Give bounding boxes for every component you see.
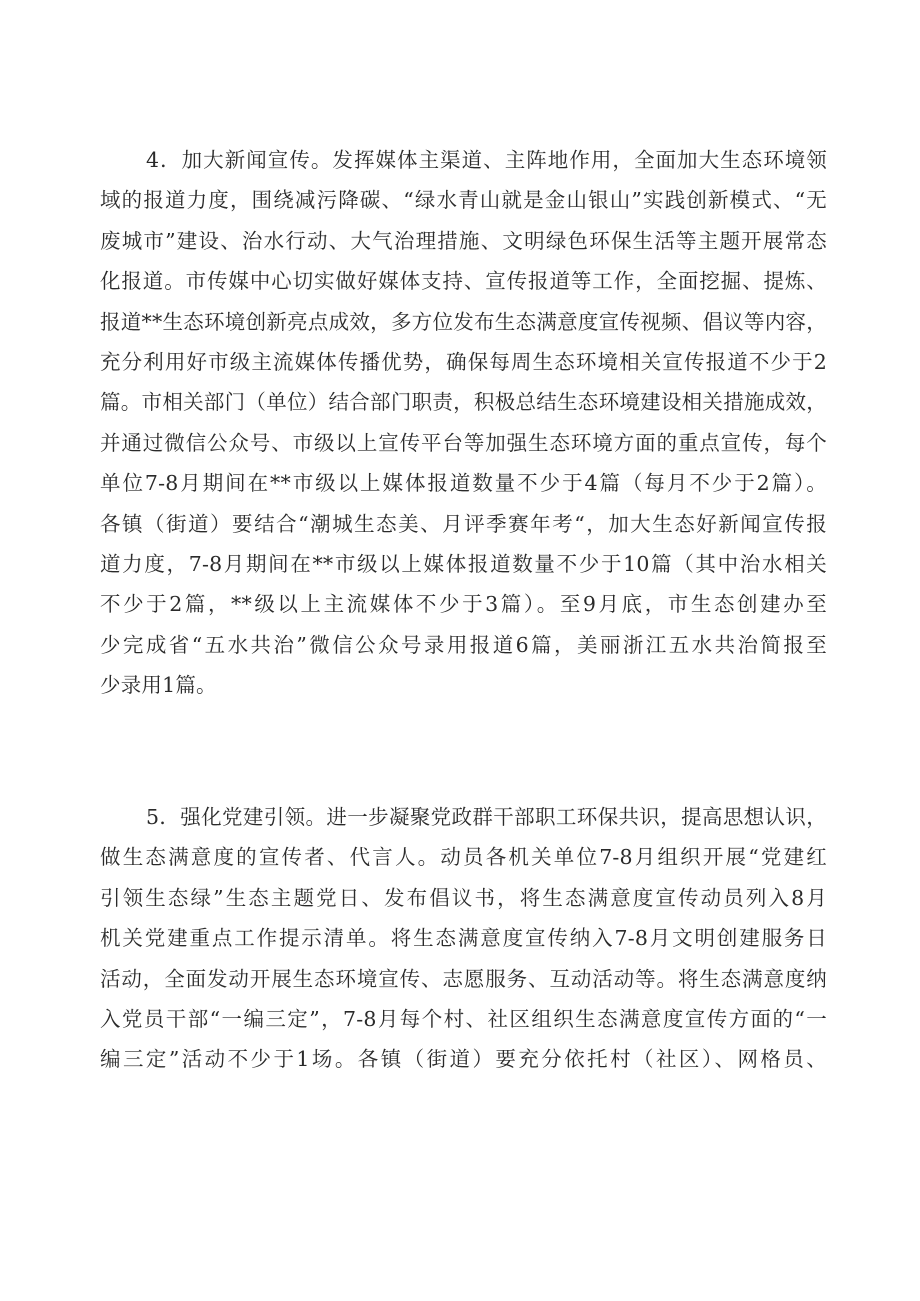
- text-line: 活动，全面发动开展生态环境宣传、志愿服务、互动活动等。将生态满意度纳: [100, 966, 827, 991]
- text-line: 充分利用好市级主流媒体传播优势，确保每周生态环境相关宣传报道不少于2: [100, 349, 827, 374]
- text-line: 化报道。市传媒中心切实做好媒体支持、宣传报道等工作，全面挖掘、提炼、: [100, 269, 827, 294]
- text-line: 各镇（街道）要结合“潮城生态美、月评季赛年考“，加大生态好新闻宣传报: [100, 511, 827, 536]
- text-line: 入党员干部“一编三定”，7-8月每个村、社区组织生态满意度宣传方面的“一: [100, 1006, 827, 1031]
- text-line: 少完成省“五水共治”微信公众号录用报道6篇，美丽浙江五水共治简报至: [100, 632, 827, 657]
- text-line: 域的报道力度，围绕减污降碳、“绿水青山就是金山银山”实践创新模式、“无: [100, 188, 827, 213]
- paragraph-5-party-building: [100, 797, 827, 1080]
- text-line: 篇。市相关部门（单位）结合部门职责，积极总结生态环境建设相关措施成效，: [100, 390, 827, 415]
- text-line: 并通过微信公众号、市级以上宣传平台等加强生态环境方面的重点宣传，每个: [100, 430, 827, 455]
- text-line: 做生态满意度的宣传者、代言人。动员各机关单位7-8月组织开展“党建红: [100, 845, 827, 870]
- text-line: 机关党建重点工作提示清单。将生态满意度宣传纳入7-8月文明创建服务日: [100, 926, 827, 951]
- text-line: 引领生态绿”生态主题党日、发布倡议书，将生态满意度宣传动员列入8月: [100, 885, 827, 910]
- text-line: 报道**生态环境创新亮点成效，多方位发布生态满意度宣传视频、倡议等内容，: [100, 309, 827, 334]
- paragraph-4-media-publicity: [100, 140, 827, 705]
- text-line: 道力度，7-8月期间在**市级以上媒体报道数量不少于10篇（其中治水相关: [100, 551, 827, 576]
- text-line: 少录用1篇。: [100, 673, 217, 698]
- text-line: 4．加大新闻宣传。发挥媒体主渠道、主阵地作用，全面加大生态环境领: [146, 148, 827, 172]
- text-line: 不少于2篇，**级以上主流媒体不少于3篇）。至9月底，市生态创建办至: [100, 592, 827, 617]
- text-line: 废城市”建设、治水行动、大气治理措施、文明绿色环保生活等主题开展常态: [100, 228, 827, 253]
- text-line: 单位7-8月期间在**市级以上媒体报道数量不少于4篇（每月不少于2篇）。: [100, 471, 827, 496]
- text-line: 5．强化党建引领。进一步凝聚党政群干部职工环保共识，提高思想认识，: [146, 805, 827, 829]
- text-line: 编三定”活动不少于1场。各镇（街道）要充分依托村（社区）、网格员、: [100, 1047, 827, 1072]
